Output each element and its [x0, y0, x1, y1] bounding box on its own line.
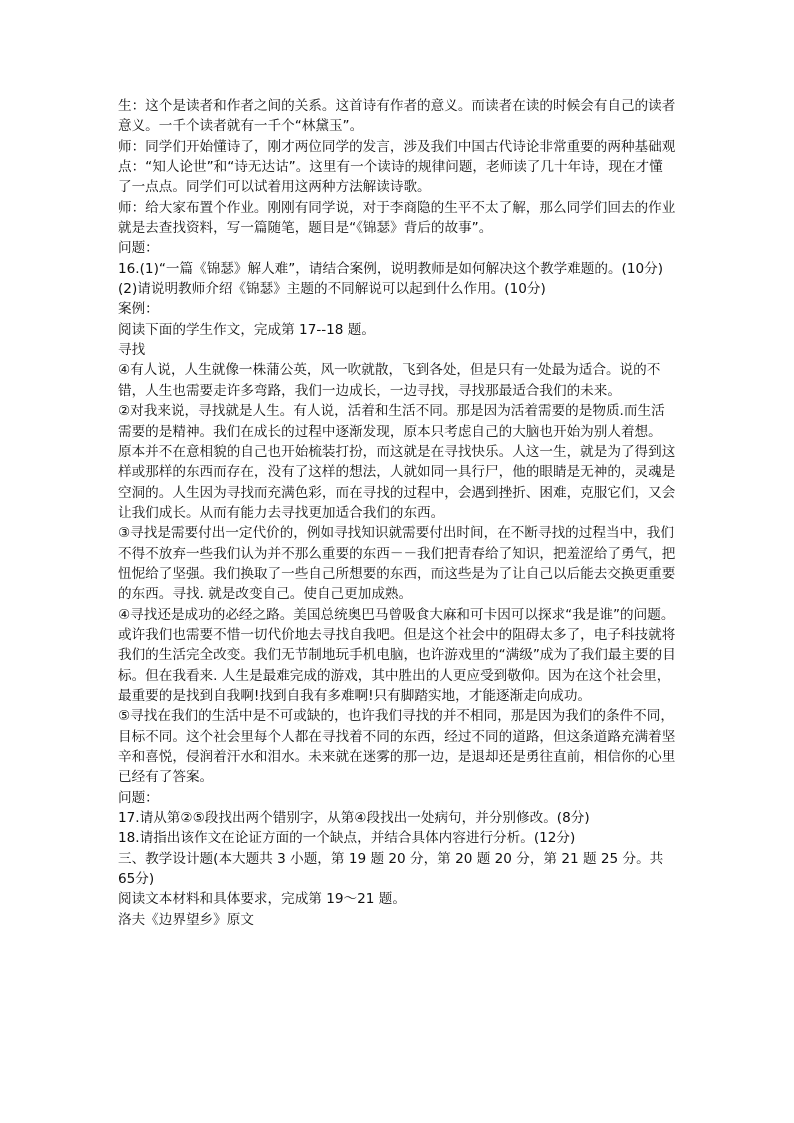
poem-title: 洛夫《边界望乡》原文: [118, 911, 254, 928]
question-16-1: 16.(1)“一篇《锦瑟》解人难”，请结合案例，说明教师是如何解决这个教学难题的。(10分): [118, 260, 664, 277]
essay-paragraph-5: ⑤寻找在我们的生活中是不可或缺的，也许我们寻找的并不相同，那是因为我们的条件不同，目标不同。这个社会里每个人都在寻找着不同的东西，经过不同的道路，但这条道路充满着坚辛和喜悦，侵润着汗水和泪水。未来就在迷雾的那一边，是退却还是勇往直前，相信你的心里已经有了答案。: [118, 708, 676, 786]
essay-instruction: 阅读下面的学生作文，完成第 17--18 题。: [118, 321, 375, 338]
essay-paragraph-2: ②对我来说，寻找就是人生。有人说，活着和生活不同。那是因为活着需要的是物质.而生活需要的是精神。我们在成长的过程中逐渐发现，原本只考虑自己的大脑也开始为别人着想。: [118, 403, 665, 440]
essay-title: 寻找: [118, 342, 146, 359]
question-16-2: (2)请说明教师介绍《锦瑟》主题的不同解说可以起到什么作用。(10分): [118, 281, 546, 298]
question-18: 18.请指出该作文在论证方面的一个缺点，并结合具体内容进行分析。(12分): [118, 830, 576, 847]
essay-paragraph-2-continued: 原本并不在意相貌的自己也开始梳装打扮，而这就是在寻找快乐。人这一生，就是为了得到这样或那样的东西而存在，没有了这样的想法，人就如同一具行尸，他的眼睛是无神的，灵魂是空洞的。人生因为寻找而充满色彩，而在寻找的过程中，会遇到挫折、困难，克服它们，又会让我们成长。从而有能力去寻找更加适合我们的东西。: [118, 443, 676, 521]
essay-paragraph-3: ③寻找是需要付出一定代价的，例如寻找知识就需要付出时间，在不断寻找的过程当中，我们不得不放弃一些我们认为并不那么重要的东西－－我们把青春给了知识，把羞涩给了勇气，把忸怩给了坚强。我们换取了一些自己所想要的东西，而这些是为了让自己以后能去交换更重要的东西。寻找. 就是改变自己。使自己更加成熟。: [118, 525, 676, 603]
dialogue-student-answer: 生：这个是读者和作者之间的关系。这首诗有作者的意义。而读者在读的时候会有自己的读者意义。一千个读者就有一千个“林黛玉”。: [118, 98, 676, 135]
case-heading: 案例：: [118, 301, 159, 318]
section-three-instruction: 阅读文本材料和具体要求，完成第 19～21 题。: [118, 891, 406, 908]
essay-paragraph-1: ④有人说，人生就像一株蒲公英，风一吹就散，飞到各处，但是只有一处最为适合。说的不错，人生也需要走许多弯路，我们一边成长，一边寻找，寻找那最适合我们的未来。: [118, 362, 661, 399]
section-three-heading: 三、教学设计题(本大题共 3 小题，第 19 题 20 分，第 20 题 20 分，第 21 题 25 分。共 65分): [118, 850, 664, 888]
question-17: 17.请从第②⑤段找出两个错别字，从第④段找出一处病句，并分别修改。(8分): [118, 810, 590, 827]
dialogue-teacher-homework: 师：给大家布置个作业。刚刚有同学说，对于李商隐的生平不太了解，那么同学们回去的作业就是去查找资料，写一篇随笔，题目是“《锦瑟》背后的故事”。: [118, 199, 676, 237]
question-heading: 问题：: [118, 789, 159, 806]
question-heading: 问题：: [118, 240, 159, 257]
dialogue-teacher-summary: 师：同学们开始懂诗了，刚才两位同学的发言，涉及我们中国古代诗论非常重要的两种基础观点：“知人论世”和“诗无达诂”。这里有一个读诗的规律问题，老师读了几十年诗，现在才懂了一点点。同学们可以试着用这两种方法解读诗歌。: [118, 138, 676, 196]
essay-paragraph-4: ④寻找还是成功的必经之路。美国总统奥巴马曾吸食大麻和可卡因可以探求“我是谁”的问题。或许我们也需要不惜一切代价地去寻找自我吧。但是这个社会中的阻碍太多了，电子科技就将我们的生活完全改变。我们无节制地玩手机电脑，也许游戏里的“满级”成为了我们最主要的目标。但在我看来. 人生是最难完成的游戏，其中胜出的人更应受到敬仰。因为在这个社会里，最重要的是找到自我啊!找到自我有多难啊!只有脚踏实地，才能逐渐走向成功。: [118, 606, 676, 704]
